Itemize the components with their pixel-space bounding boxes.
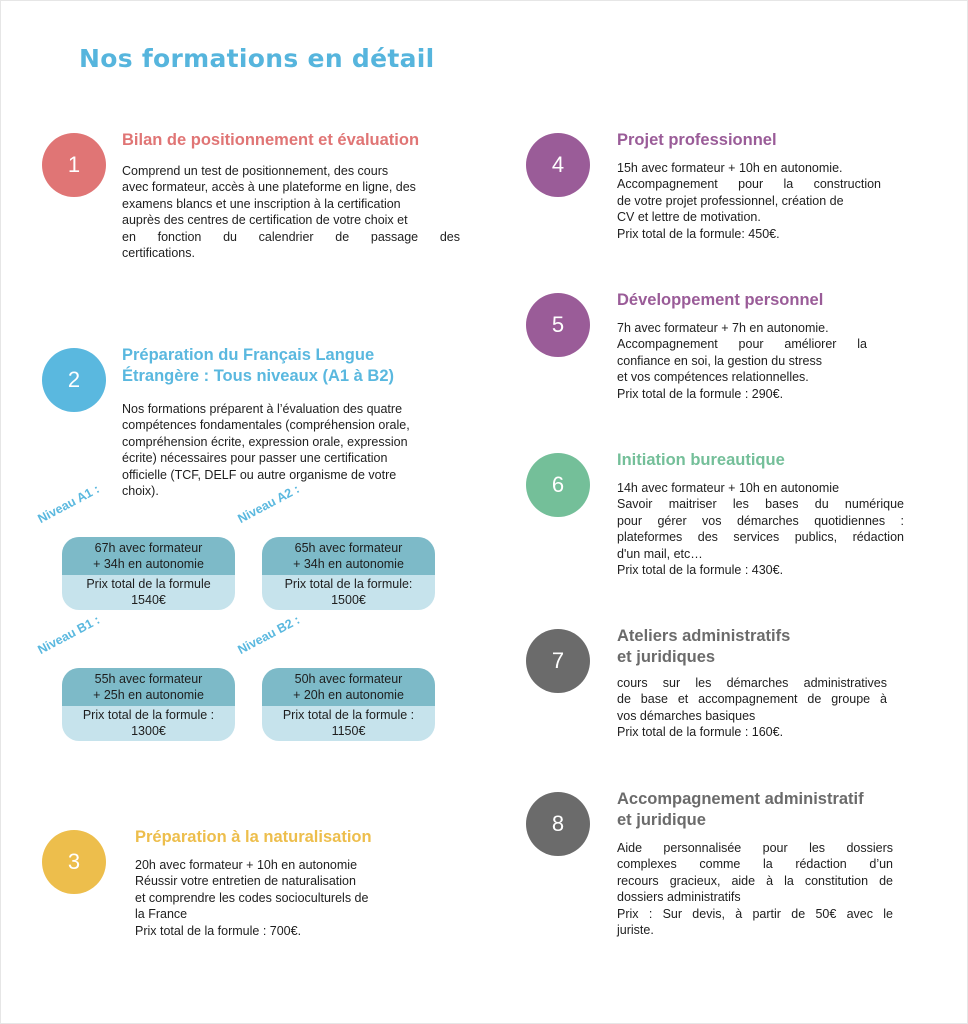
section-4-title: [617, 130, 777, 151]
section-5-body: [617, 320, 867, 402]
section-4-body-line: CV et lettre de motivation.: [617, 210, 761, 225]
section-1-number-badge: 1: [42, 133, 106, 197]
level-a2-label: [235, 481, 310, 526]
section-1-title-line: Bilan de positionnement et évaluation: [122, 131, 420, 149]
section-2-body-line: compétences fondamentales (compréhension orale,: [122, 418, 410, 433]
section-4-body: [617, 160, 881, 242]
section-1-body-line: avec formateur, accès à une plateforme en ligne, des: [122, 180, 416, 195]
section-3-body-line: la France: [135, 907, 188, 922]
section-2-title-line: Préparation du Français Langue: [122, 346, 375, 364]
level-b2-label: [235, 612, 310, 657]
section-3-title-line: Préparation à la naturalisation: [135, 828, 372, 846]
level-a1-price: [62, 575, 235, 608]
section-2-body-line: choix).: [122, 484, 159, 499]
section-5-number-badge: 5: [526, 293, 590, 357]
section-3-number-badge: 3: [42, 830, 106, 894]
section-8-body-line: juriste.: [617, 923, 654, 938]
section-7-body: [617, 675, 887, 741]
level-a1-label: [35, 481, 110, 526]
section-7-title-line: et juridiques: [617, 648, 716, 666]
section-6-title-line: Initiation bureautique: [617, 451, 785, 469]
level-b1-hours-line: + 25h en autonomie: [93, 687, 204, 702]
level-a1-hours-line: 67h avec formateur: [94, 541, 203, 555]
section-2-title-line: Étrangère : Tous niveaux (A1 à B2): [122, 367, 395, 385]
section-4-body-line: de votre projet professionnel, création de: [617, 193, 844, 208]
section-6-title: [617, 450, 785, 471]
level-b1-hours-line: 55h avec formateur: [94, 672, 203, 686]
section-1-title: [122, 130, 419, 151]
level-b2-label-text: Niveau B2 :: [235, 612, 303, 657]
level-a1-hours-line: + 34h en autonomie: [93, 556, 204, 571]
section-7-body-line: de base et accompagnement de groupe à: [617, 692, 887, 707]
section-5-title: [617, 290, 823, 311]
section-8-title: [617, 789, 864, 831]
section-8-body-line: dossiers administratifs: [617, 890, 741, 905]
level-a1-price-line: Prix total de la formule: [86, 577, 211, 591]
section-1-body-line: Comprend un test de positionnement, des cours: [122, 164, 389, 178]
section-3-body-line: Réussir votre entretien de naturalisation: [135, 874, 356, 889]
section-5-body-line: 7h avec formateur + 7h en autonomie.: [617, 321, 829, 335]
section-5-title-line: Développement personnel: [617, 291, 824, 309]
level-b2-price-line: 1150€: [331, 724, 366, 738]
section-3-body-line: Prix total de la formule : 700€.: [135, 923, 302, 938]
level-a1-label-text: Niveau A1 :: [35, 481, 102, 526]
section-2-body-line: écrite) nécessaires pour passer une certification: [122, 451, 388, 466]
level-a1-card: [62, 537, 235, 610]
section-7-title: [617, 626, 790, 668]
section-2-body-line: compréhension écrite, expression orale, expression: [122, 434, 408, 449]
section-4-body-line: Accompagnement pour la construction: [617, 177, 881, 192]
section-8-body-line: complexes comme la rédaction d’un: [617, 857, 893, 872]
section-8-title-line: Accompagnement administratif: [617, 790, 864, 808]
section-5-body-line: confiance en soi, la gestion du stress: [617, 353, 822, 368]
section-2-body-line: officielle (TCF, DELF ou autre organisme de votre: [122, 467, 397, 482]
section-8-body-line: recours gracieux, aide à la constitution de: [617, 873, 893, 888]
level-b2-price: [262, 706, 435, 739]
section-8-body-line: Prix : Sur devis, à partir de 50€ avec le: [617, 906, 893, 921]
section-1-body: [122, 163, 460, 261]
section-7-number-badge: 7: [526, 629, 590, 693]
page-title: Nos formations en détail: [79, 44, 435, 73]
section-6-body-line: Prix total de la formule : 430€.: [617, 563, 784, 578]
section-3-body-line: 20h avec formateur + 10h en autonomie: [135, 858, 358, 872]
section-8-body-line: Aide personnalisée pour les dossiers: [617, 841, 893, 855]
level-b1-label-text: Niveau B1 :: [35, 612, 103, 657]
section-1-body-line: examens blancs et une inscription à la certification: [122, 196, 401, 211]
level-b1-hours: [62, 668, 235, 706]
section-4-number-badge: 4: [526, 133, 590, 197]
section-8-body: [617, 840, 893, 938]
section-6-body-line: plateformes des services publics, rédaction: [617, 530, 904, 545]
level-b1-card: [62, 668, 235, 741]
section-6-body-line: pour gérer vos démarches quotidiennes :: [617, 513, 904, 528]
section-6-body-line: Savoir maitriser les bases du numérique: [617, 497, 904, 512]
level-b1-price-line: Prix total de la formule :: [82, 708, 215, 722]
section-3-title: [135, 827, 372, 848]
level-b2-hours-line: + 20h en autonomie: [293, 687, 404, 702]
level-a1-hours: [62, 537, 235, 575]
section-8-title-line: et juridique: [617, 811, 706, 829]
level-b1-label: [35, 612, 110, 657]
section-7-body-line: Prix total de la formule : 160€.: [617, 725, 784, 740]
level-a2-hours-line: + 34h en autonomie: [293, 556, 404, 571]
level-a2-hours-line: 65h avec formateur: [294, 541, 403, 555]
level-b1-price-line: 1300€: [131, 724, 166, 738]
level-b1-price: [62, 706, 235, 739]
section-6-body-line: d'un mail, etc…: [617, 546, 703, 561]
level-a2-price-line: 1500€: [331, 593, 366, 607]
section-3-body: [135, 857, 425, 939]
section-1-body-line: auprès des centres de certification de votre choix et: [122, 213, 408, 228]
level-b2-hours: [262, 668, 435, 706]
section-6-number-badge: 6: [526, 453, 590, 517]
section-7-body-line: cours sur les démarches administratives: [617, 676, 887, 690]
section-1-body-line: en fonction du calendrier de passage des: [122, 229, 460, 244]
section-5-body-line: Prix total de la formule : 290€.: [617, 386, 784, 401]
level-b2-card: [262, 668, 435, 741]
section-5-body-line: et vos compétences relationnelles.: [617, 370, 809, 385]
section-7-title-line: Ateliers administratifs: [617, 627, 791, 645]
level-a2-hours: [262, 537, 435, 575]
section-2-number-badge: 2: [42, 348, 106, 412]
section-2-body-line: Nos formations préparent à l’évaluation des quatre: [122, 402, 403, 416]
section-4-body-line: Prix total de la formule: 450€.: [617, 226, 780, 241]
section-6-body: [617, 480, 904, 578]
level-b2-price-line: Prix total de la formule :: [282, 708, 415, 722]
section-7-body-line: vos démarches basiques: [617, 708, 756, 723]
section-4-body-line: 15h avec formateur + 10h en autonomie.: [617, 161, 843, 175]
level-a2-label-text: Niveau A2 :: [235, 481, 302, 526]
section-1-body-line: certifications.: [122, 246, 195, 261]
level-a2-price-line: Prix total de la formule:: [284, 577, 413, 591]
level-a2-price: [262, 575, 435, 608]
section-4-title-line: Projet professionnel: [617, 131, 777, 149]
section-5-body-line: Accompagnement pour améliorer la: [617, 337, 867, 352]
section-2-title: [122, 345, 394, 387]
level-a2-card: [262, 537, 435, 610]
section-3-body-line: et comprendre les codes socioculturels de: [135, 890, 369, 905]
level-b2-hours-line: 50h avec formateur: [294, 672, 403, 686]
level-a1-price-line: 1540€: [131, 593, 166, 607]
section-8-number-badge: 8: [526, 792, 590, 856]
section-6-body-line: 14h avec formateur + 10h en autonomie: [617, 481, 840, 495]
